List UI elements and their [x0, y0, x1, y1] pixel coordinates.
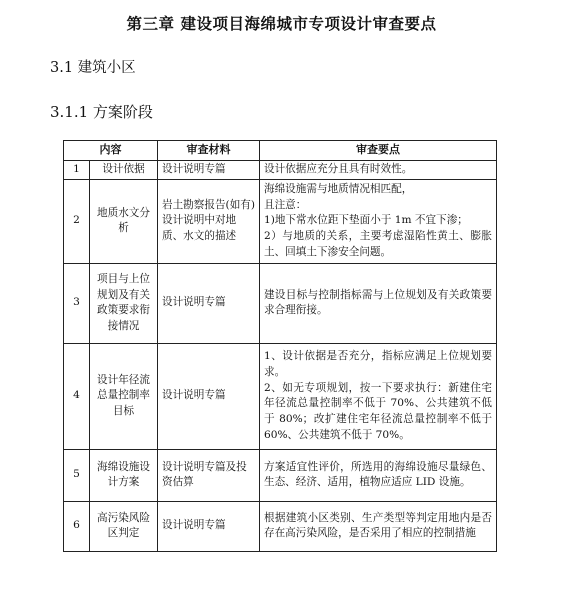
row-key-points [260, 161, 497, 180]
key-point-line: 1)地下常水位距下垫面小于 1m 不宜下渗； [264, 214, 468, 227]
row-content: 海绵设施设计方案 [90, 449, 158, 501]
key-point-line: 1、设计依据是否充分，指标应满足上位规划要求。 [264, 349, 492, 378]
chapter-title: 第三章 建设项目海绵城市专项设计审查要点 [126, 15, 437, 33]
table-row [64, 501, 497, 551]
row-materials: 岩土勘察报告(如有)设计说明中对地质、水文的描述 [158, 179, 260, 263]
header-materials: 审查材料 [158, 141, 260, 161]
row-materials: 设计说明专篇及投资估算 [158, 449, 260, 501]
row-content: 设计依据 [90, 161, 158, 180]
table-header-row [64, 141, 497, 161]
table-row [64, 161, 497, 180]
row-materials: 设计说明专篇 [158, 501, 260, 551]
table-row [64, 179, 497, 263]
section-heading-3-1: 3.1 建筑小区 [50, 60, 136, 76]
row-number: 1 [64, 161, 90, 180]
row-key-points [260, 343, 497, 449]
key-point-line: 根据建筑小区类别、生产类型等判定用地内是否存在高污染风险，是否采用了相应的控制措施 [264, 511, 492, 540]
key-point-line: 方案适宜性评价，所选用的海绵设施尽量绿色、生态、经济、适用，植物应适应 LID 设施。 [264, 460, 492, 489]
key-point-line: 设计依据应充分且具有时效性。 [264, 163, 413, 175]
header-content: 内容 [64, 141, 158, 161]
row-number: 3 [64, 263, 90, 343]
header-key-points: 审查要点 [260, 141, 497, 161]
row-content: 地质水文分析 [90, 179, 158, 263]
row-key-points [260, 263, 497, 343]
row-key-points [260, 179, 497, 263]
row-content: 高污染风险区判定 [90, 501, 158, 551]
row-content: 项目与上位规划及有关政策要求衔接情况 [90, 263, 158, 343]
row-materials: 设计说明专篇 [158, 343, 260, 449]
row-materials: 设计说明专篇 [158, 161, 260, 180]
row-number: 4 [64, 343, 90, 449]
table-row [64, 449, 497, 501]
row-number: 6 [64, 501, 90, 551]
row-number: 2 [64, 179, 90, 263]
row-key-points [260, 449, 497, 501]
table-row [64, 263, 497, 343]
review-table [63, 140, 497, 552]
row-number: 5 [64, 449, 90, 501]
row-content: 设计年径流总量控制率目标 [90, 343, 158, 449]
table-row [64, 343, 497, 449]
section-heading-3-1-1: 3.1.1 方案阶段 [50, 103, 153, 121]
key-point-line: 2、如无专项规划，按一下要求执行：新建住宅年径流总量控制率不低于 70%、公共建筑不低于 80%；改扩建住宅年径流总量控制率不低于 60%、公共建筑不低于 70%。 [264, 381, 492, 442]
row-materials: 设计说明专篇 [158, 263, 260, 343]
key-point-line: 海绵设施需与地质情况相匹配， [264, 182, 413, 195]
key-point-line: 且注意： [264, 198, 307, 211]
row-key-points [260, 501, 497, 551]
key-point-line: 2）与地质的关系，主要考虑湿陷性黄土、膨胀土、回填土下渗安全问题。 [264, 230, 492, 259]
key-point-line: 建设目标与控制指标需与上位规划及有关政策要求合理衔接。 [264, 288, 492, 317]
